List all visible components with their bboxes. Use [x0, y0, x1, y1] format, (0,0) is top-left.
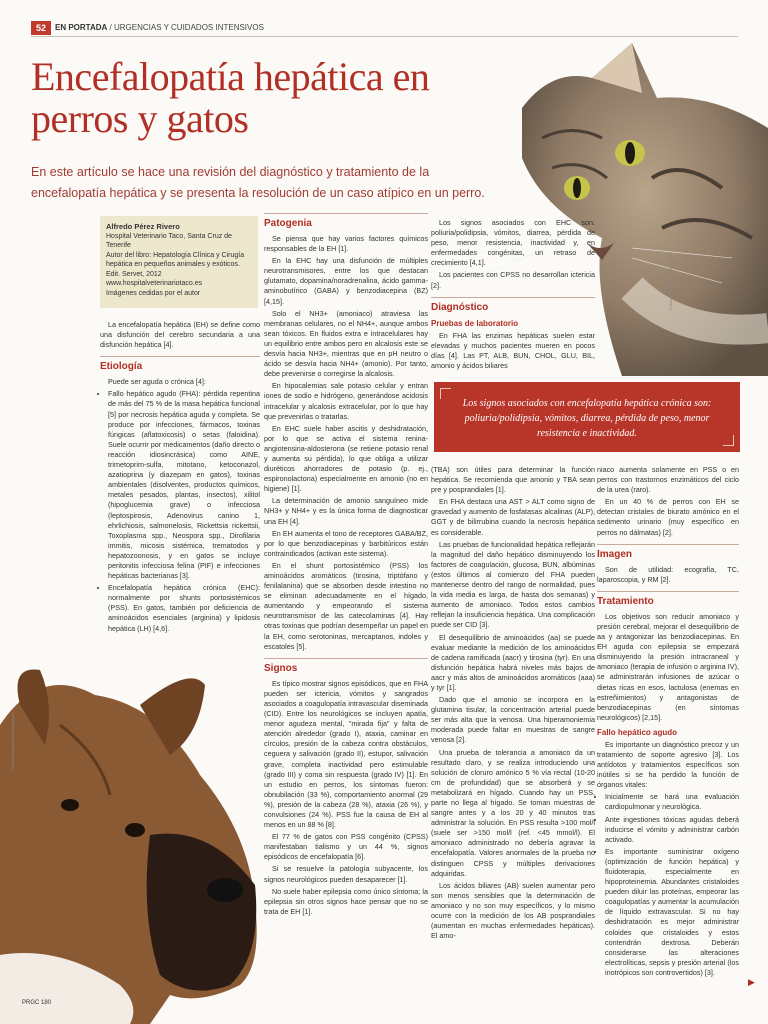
etiology-list [100, 389, 260, 633]
article-lead: En este artículo se hace una revisión del diagnóstico y tratamiento de la encefalopatía hepática y se presenta la resolución de un caso atípico en un perro. [31, 165, 485, 200]
heading-diagnostico: Diagnóstico [431, 297, 595, 314]
intro-paragraph: La encefalopatía hepática (EH) se define como una disfunción del cerebro secundaria a una disfunción hepática [4]. [100, 320, 260, 350]
paragraph: (TBA) son útiles para determinar la función hepática. Se recomienda que amonio y TBA sean pre y posprandiales [1]. [431, 465, 595, 495]
header-rule [31, 36, 738, 37]
paragraph: Se piensa que hay varios factores químicos responsables de la EH [1]. [264, 234, 428, 254]
paragraph: El 77 % de gatos con PSS congénito (CPSS) manifestaban tialismo y un 44 %, signos episódicos de encefalopatía [6]. [264, 832, 428, 862]
paragraph: Los pacientes con CPSS no desarrollan ictericia [2]. [431, 270, 595, 290]
author-images-credit: Imágenes cedidas por el autor [106, 289, 201, 297]
page-footer: PRGC 180 [22, 1000, 52, 1006]
paragraph: Los ácidos biliares (AB) suelen aumentar pero son menos sensibles que la determinación de amoniaco y no son muy específicos, y lo mismo ocurre con la medición de los AB posprandiales (aumentan en muchas enfermedades hepáticas). El amo- [431, 880, 595, 941]
heading-imagen: Imagen [597, 544, 739, 561]
paragraph: En la EHC hay una disfunción de múltiples neurotransmisores, entre los que destacan glutamato, dopamina/noradrenalina, ácido gamma-aminobutírico (GABA) y benzodiacepina (BZ) [4,15]. [264, 256, 428, 306]
paragraph: Si se resuelve la patología subyacente, los signos neurológicos pueden desaparecer [1]. [264, 864, 428, 884]
page-number: 52 [31, 21, 51, 35]
heading-signos: Signos [264, 658, 428, 675]
pull-quote-text: Los signos asociados con encefalopatía hepática crónica son: poliuria/polidipsia, vómitos, diarrea, pérdida de peso, menor resistencia e inactividad. [462, 398, 712, 439]
boxer-dog-photo [0, 665, 262, 1024]
dog-photo-credit: Fotolia/Stockphoto/donskoy.com [10, 712, 15, 770]
paragraph: En el shunt portosistémico (PSS) los aminoácidos aromáticos (tirosina, triptófano y fenilalanina) que se absorben desde intestino no se eliminan adecuadamente en el hígado, aumentando y empeorando el sistema neurotransmisor de las catecolaminas [4]. Hay otras toxinas que podrían desempeñar un papel en la EH, como serotoninas, mercaptanos, indoles y escatoles [5]. [264, 560, 428, 651]
paragraph: Una prueba de tolerancia a amoniaco da un resultado claro, y se realiza introduciendo una solución de cloruro amónico 5 % vía rectal (10-20 cm de profundidad) que se absorberá y se metabolizará en hígado. Cuando hay un PSS, parte no llega al hígado. Se toman muestras de sangre antes y a los 20 y 40 minutos tras administrar la solución. En PSS resulta >100 mol/l (suele ser >150 mol/l (ref. <45 mmol/l). El amoniaco administrado no debería agravar la encefalopatía. Valores anormales de la prueba no distinguen CPSS y múltiples derivaciones adquiridas. [431, 747, 595, 878]
column-2 [264, 213, 428, 919]
column-4 [597, 465, 739, 980]
author-website: www.hospitalveterinariotaco.es [106, 280, 203, 287]
paragraph: Es importante un diagnóstico precoz y un tratamiento de soporte agresivo [3]. Los antídotos y tratamientos específicos son inútiles si se ha perdido la función de órganos vitales: [597, 739, 739, 790]
paragraph: No suele haber epilepsia como único síntoma; la epilepsia sin otros signos hace pensar que no se trata de EH [1]. [264, 886, 428, 916]
paragraph: En EHC suele haber ascitis y deshidratación, por lo que se activa el sistema renina-angiotensina-aldosterona (se retiene potasio renal y aumenta su pérdida), lo que obliga a utilizar diuréticos ahorradores de potasio (p. ej., espironolactona) especialmente en amonio (no en higiene) [1]. [264, 423, 428, 494]
list-item: • Encefalopatía hepática crónica (EHC): normalmente por shunts portosistémicos (PSS). En gatos, también por deficiencia de aminoácidos esenciales (arginina) y lipidosis hepática (LH) [4,6]. [108, 583, 260, 633]
author-box [100, 216, 258, 308]
heading-etiologia: Etiología [100, 356, 260, 373]
paragraph: En un 40 % de perros con EH se detectan cristales de biurato amónico en el sedimento urinario (muy específico en perros no dálmatas) [2]. [597, 497, 739, 537]
section-main: EN PORTADA [55, 23, 108, 32]
paragraph: En FHA destaca una AST > ALT como signo de gravedad y aumento de fosfatasas alcalinas (ALP), GGT y de bilirrubina cuando la necrosis hepática es considerable. [431, 497, 595, 537]
paragraph: En hipocalemias sale potasio celular y entran iones de sodio e hidrógeno, generándose acidosis intracelular y alcalosis extracelular, por lo que hay que prevenirlas o tratarlas. [264, 381, 428, 421]
heading-patogenia: Patogenia [264, 213, 428, 230]
section-label [55, 21, 264, 35]
paragraph: Solo el NH3+ (amoniaco) atraviesa las membranas celulares, no el NH4+, aunque ambos sean tóxicos. En fluidos extra e intracelulares hay un equilibrio entre ambos pero en alcalosis este se desvía hacia NH3+, mientras que en pH neutro o ácido se desvía hacia NH4+ (amonio). Por tanto, debe prevenirse o corregirse la alcalosis. [264, 308, 428, 379]
paragraph: En EH aumenta el tono de receptores GABA/BZ, por lo que benzodiacepinas y barbitúricos están contraindicados (activan este sistema). [264, 528, 428, 558]
column-3-bottom [431, 465, 595, 943]
list-item: • Fallo hepático agudo (FHA): pérdida repentina de más del 75 % de la masa hepática funcional [5] por necrosis hepática aguda y completa. Se produce por infecciones, fármacos, toxinas fúngicas (aflatoxicosis) o setas (faloidina). Suele ocurrir por medicamentos (daño directo o reacción idiosincrásica) como AINE, trimetoprim-sulfa, mitotano, ketoconazol, azatioprina (y diazepam en gatos), toxinas ambientales (disolventes, productos químicos, metales pesados, plantas, insectos), xilitol (hipoglucemia grave) o infecciosa (leptospirosis, Adenovirus canino 1, ehrlichiosis, salmonelosis, Rickettsia rickettsii, Toxoplasma spp., Neospora spp., Dirofilaria immitis, micosis sistémica, trematodos y hepatozoonosis, y en gatos se incluye peritonitis infecciosa felina (PIF) e infecciones hepáticas bacterianas [3]. [108, 389, 260, 581]
cat-photo-credit: Fotolia/Stockphoto/donskoy.com [668, 252, 673, 310]
quote-bracket-close [723, 435, 734, 446]
paragraph: En FHA las enzimas hepáticas suelen estar elevadas y muchos pacientes mueren en pocos días [4]. Las PT, ALB, BUN, CHOL, GLU, BIL, amonio y ácidos biliares [431, 330, 595, 370]
author-affiliation: Hospital Veterinario Taco, Santa Cruz de Tenerife [106, 232, 232, 249]
paragraph: Los objetivos son reducir amoniaco y presión cerebral, mejorar el desequilibrio de aa y antagonizar las benzodiacepinas. En EH aguda con epilepsia se empezará disminuyendo la presión intracraneal y amoniaco (terapia de infusión o arginina IV), se administrarán infusiones de azúcar o dietas ricas en esos, lactulosa (enemas en estreñimientos) y antagonistas de benzodiacepinas (en síntomas neurológicos) [2,15]. [597, 611, 739, 722]
paragraph: El desequilibrio de aminoácidos (aa) se puede evaluar mediante la medición de los aminoácidos de cadena ramificada (aacr) y tirosina (tyr). En una disfunción hepática habrá niveles más bajos de aacr y más altos de aminoácidos aromáticos (aaa) y tyr [1]. [431, 632, 595, 692]
paragraph: Puede ser aguda o crónica [4]: [108, 377, 206, 387]
continue-arrow-icon: ▶ [748, 977, 755, 987]
treatment-list [597, 792, 739, 978]
paragraph: Los signos asociados con EHC son: poliuria/polidipsia, vómitos, diarrea, pérdida de peso, menor resistencia, inactividad y, en enfermedades congénitas, un retraso de crecimiento [4,1]. [431, 218, 595, 268]
list-item: • Inicialmente se hará una evaluación cardiopulmonar y neurológica. [605, 792, 739, 812]
subheading-fallo-hepatico: Fallo hepático agudo [597, 727, 678, 737]
subheading-pruebas: Pruebas de laboratorio [431, 318, 519, 328]
list-item: • Ante ingestiones tóxicas agudas deberá inducirse el vómito y administrar carbón activado. [605, 815, 739, 845]
paragraph: Son de utilidad: ecografía, TC, laparoscopia, y RM [2]. [597, 564, 739, 584]
author-book: Autor del libro: Hepatología Clínica y Cirugía hepática en pequeños animales y exóticos. Edit. Servet, 2012 [106, 251, 245, 278]
paragraph: niaco aumenta solamente en PSS o en perros con trastornos enzimáticos del ciclo de la urea (raro). [597, 465, 739, 495]
column-1 [100, 320, 260, 636]
author-name: Alfredo Pérez Rivero [106, 222, 180, 231]
paragraph: Dado que el amonio se incorpora en la glutamina tisular, la concentración arterial puede ser más alta que la venosa. Una hiperamoniemia moderada puede faltar en muestras de sangre venosa [2]. [431, 695, 595, 745]
paragraph: Las pruebas de funcionalidad hepática reflejarán la magnitud del daño hepático disminuyendo los factores de coagulación, glucosa, BUN, albúminas (estos últimos al comienzo del FHA pueden mantenerse dentro del rango de normalidad, pues la vida media es larga, de hasta dos semanas) y aumento de amoniaco. Todos estos cambios reflejan la insuficiencia hepática. Una complicación puede ser CID [3]. [431, 539, 595, 630]
quote-bracket-open [440, 388, 451, 399]
article-title: Encefalopatía hepática en perros y gatos [31, 54, 430, 141]
section-sub: / URGENCIAS Y CUIDADOS INTENSIVOS [107, 23, 264, 32]
paragraph: La determinación de amonio sanguíneo mide NH3+ y NH4+ y es la única forma de diagnosticar una EH [4]. [264, 496, 428, 526]
column-3-top [431, 218, 595, 373]
heading-tratamiento: Tratamiento [597, 591, 739, 608]
paragraph: Es típico mostrar signos episódicos, que en FHA pueden ser ictericia, vómitos y sangrados asociados a coagulopatía intravascular diseminada (CID). Entre los neurológicos se incluyen apatía, menor agudeza mental, "mirada fija" y falta de atención alrededor (grado I), ataxia, caminar en círculos, presión de la cabeza contra obstáculos, ceguera y salivación (grado II), estupor, salivación grave, completa inactividad pero estimulable (grado III) y coma sin respuesta (grado IV) [1]. En un estudio en perros, los síntomas fueron: obnubilación (33 %), comportamiento anormal (29 %), presión de la cabeza (28 %), ataxia (26 %), y convulsiones (24 %). PSS fue la causa de EH al menos en un 88 % [8]. [264, 678, 428, 830]
pull-quote [434, 382, 740, 452]
list-item: • Es importante suministrar oxígeno (optimización de función hepática) y fluidoterapia, especialmente en hipoproteinemia. Abundantes cristaloides pueden diluir las proteínas, empeorar las coagulopatías y aumentar la acumulación de líquido extravascular. Si no hay deshidratación es mejor administrar coloides que cristaloides y estos contendrán dextrosa. Deberán considerarse las alteraciones electrolíticas, sepsis y presión arterial (los inotrópicos son controvertidos) [3]. [605, 847, 739, 978]
